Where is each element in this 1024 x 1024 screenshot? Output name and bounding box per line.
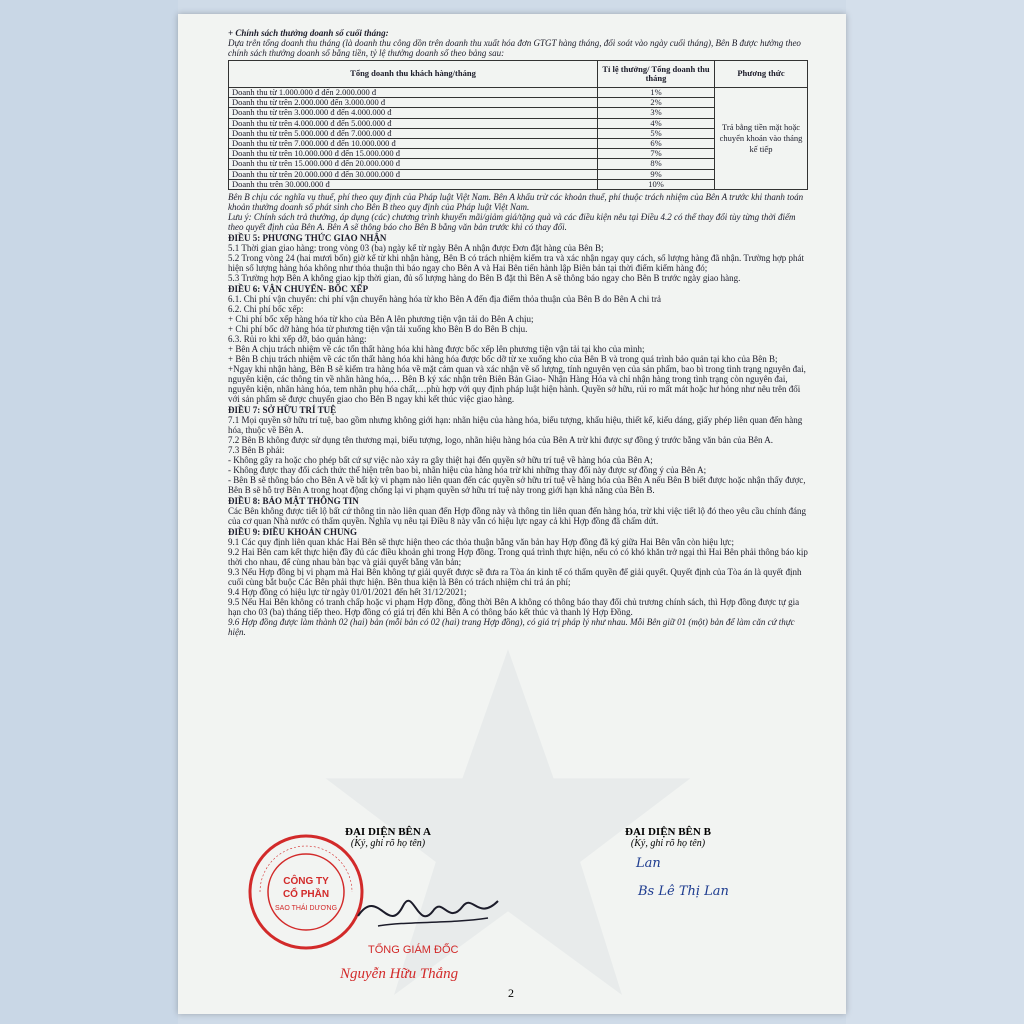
clause: + Chi phí bốc xếp hàng hóa từ kho của Bên A lên phương tiện vận tải do Bên A chịu;: [228, 314, 534, 325]
svg-text:CỔ PHẦN: CỔ PHẦN: [282, 889, 330, 900]
clause: - Không gây ra hoặc cho phép bất cứ sự việc nào xảy ra gây thiệt hại đến quyền sở hữu trí tuệ về hàng hóa của Bên A;: [228, 455, 653, 466]
revenue-range: Doanh thu từ trên 3.000.000 đ đến 4.000.000 đ: [229, 108, 598, 118]
revenue-range: Doanh thu trên 30.000.000 đ: [229, 179, 598, 189]
clause: 9.4 Hợp đồng có hiệu lực từ ngày 01/01/2021 đến hết 31/12/2021;: [228, 587, 467, 598]
revenue-range: Doanh thu từ trên 15.000.000 đ đến 20.000.000 đ: [229, 159, 598, 169]
clause: + Bên A chịu trách nhiệm về các tổn thất hàng hóa khi hàng được bốc xếp lên phương tiện vận tải tại kho của mình;: [228, 344, 645, 355]
clause: 6.3. Rủi ro khi xếp dỡ, bảo quản hàng:: [228, 334, 367, 345]
ceo-title: TỔNG GIÁM ĐỐC: [368, 944, 459, 956]
reward-rate: 6%: [598, 139, 715, 149]
payment-method: Trả bằng tiền mặt hoặc chuyển khoản vào tháng kế tiếp: [715, 88, 808, 190]
reward-rate: 3%: [598, 108, 715, 118]
background-right: [846, 0, 1024, 1024]
clause: 9.5 Nếu Hai Bên không có tranh chấp hoặc vi phạm Hợp đồng, đồng thời Bên A không có thông báo thay đổi chủ trương chính sách, thì Hợp đồng được tự gia hạn cho 03 (ba) tháng tiếp theo. Hợp đồng có giá trị đến khi Bên A có thông báo kết thúc và thanh lý Hợp Đồng.: [228, 597, 800, 618]
policy-heading: + Chính sách thưởng doanh số cuối tháng:: [228, 28, 389, 38]
clause: 9.1 Các quy định liên quan khác Hai Bên sẽ thực hiện theo các thỏa thuận bằng văn bản hay Hợp đồng đã ký giữa Hai Bên vẫn còn hiệu lực;: [228, 537, 735, 548]
party-b-signature: Lan: [636, 856, 661, 871]
clause: 7.1 Mọi quyền sở hữu trí tuệ, bao gồm nhưng không giới hạn: nhãn hiệu của hàng hóa, biểu tượng, khẩu hiệu, thiết kế, kiểu dáng, giấy phép liên quan đến hàng hóa, thuộc về Bên A.: [228, 415, 803, 436]
reward-rate: 8%: [598, 159, 715, 169]
reward-table: [228, 60, 808, 190]
col-header-rate: Tỉ lệ thưởng/ Tổng doanh thu tháng: [598, 61, 715, 88]
reward-rate: 9%: [598, 169, 715, 179]
revenue-range: Doanh thu từ trên 2.000.000 đến 3.000.000 đ: [229, 98, 598, 108]
clause: 5.3 Trường hợp Bên A không giao kịp thời gian, đủ số lượng hàng do Bên B đặt thì Bên A sẽ thông báo ngay cho Bên B trước ngày giao hàng.: [228, 273, 741, 284]
article-6-title: ĐIỀU 6: VẬN CHUYỂN- BỐC XẾP: [228, 284, 369, 295]
revenue-range: Doanh thu từ trên 5.000.000 đ đến 7.000.000 đ: [229, 128, 598, 138]
svg-text:CÔNG TY: CÔNG TY: [283, 876, 329, 887]
clause: 9.3 Nếu Hợp đồng bị vi phạm mà Hai Bên không tự giải quyết được sẽ đưa ra Tòa án kinh tế có thẩm quyền để giải quyết. Quyết định của Tòa án là quyết định cuối cùng bắt buộc Các Bên phải thực hiện. Bên thua kiện là Bên có trách nhiệm chi trả án phí;: [228, 567, 802, 588]
reward-rate: 10%: [598, 179, 715, 189]
revenue-range: Doanh thu từ trên 10.000.000 đ đến 15.000.000 đ: [229, 149, 598, 159]
clause: 9.6 Hợp đồng được làm thành 02 (hai) bản (mỗi bản có 02 (hai) trang Hợp đồng), có giá trị pháp lý như nhau. Mỗi Bên giữ 01 (một) bản để làm căn cứ thực hiện.: [228, 617, 795, 638]
clause: 6.1. Chi phí vận chuyển: chi phí vận chuyển hàng hóa từ kho Bên A đến địa điểm thỏa thuận của Bên B do Bên A chi trả: [228, 294, 662, 305]
party-b-title: ĐẠI DIỆN BÊN B: [625, 826, 711, 838]
clause: 6.2. Chi phí bốc xếp:: [228, 304, 304, 315]
article-5-title: ĐIỀU 5: PHƯƠNG THỨC GIAO NHẬN: [228, 233, 387, 244]
party-a-title: ĐẠI DIỆN BÊN A: [345, 826, 431, 838]
col-header-method: Phương thức: [715, 61, 808, 88]
clause: 5.2 Trong vòng 24 (hai mươi bốn) giờ kể từ khi nhận hàng, Bên B có trách nhiệm kiểm tra và xác nhận ngay quy cách, số lượng hàng đã nhận. Trường hợp phát hiện số lượng hàng hóa không như thỏa thuận thì báo ngay cho Bên A và Hai Bên tiến hành lập Biên bản tại thời điểm kiểm hàng đó;: [228, 253, 804, 274]
svg-text:SAO THÁI DƯƠNG: SAO THÁI DƯƠNG: [274, 905, 338, 912]
party-b-handwritten-name: Bs Lê Thị Lan: [638, 884, 729, 899]
clause: 7.3 Bên B phải:: [228, 445, 285, 456]
reward-table-header: [229, 61, 808, 88]
clause: - Không được thay đổi cách thức thể hiện trên bao bì, nhãn hiệu của hàng hóa trừ khi những thay đổi này được sự đồng ý của Bên A;: [228, 465, 707, 476]
revenue-range: Doanh thu từ trên 7.000.000 đ đến 10.000.000 đ: [229, 139, 598, 149]
reward-rate: 4%: [598, 118, 715, 128]
revenue-range: Doanh thu từ trên 4.000.000 đ đến 5.000.000 đ: [229, 118, 598, 128]
reward-rate: 1%: [598, 88, 715, 98]
ceo-signature: [348, 876, 508, 946]
contract-body: [228, 28, 808, 637]
article-8-title: ĐIỀU 8: BẢO MẬT THÔNG TIN: [228, 496, 359, 507]
contract-page: [178, 14, 846, 1014]
revenue-range: Doanh thu từ trên 20.000.000 đ đến 30.000.000 đ: [229, 169, 598, 179]
reward-rate: 2%: [598, 98, 715, 108]
note-paragraph: Lưu ý: Chính sách trả thưởng, áp dụng (các) chương trình khuyến mãi/giảm giá/tặng quà và các điều kiện nêu tại Điều 4.2 có thể thay đổi tùy từng thời điểm theo quyết định của Bên A. Bên A sẽ thông báo cho Bên B bằng văn bản trước khi có thay đổi.: [228, 212, 796, 233]
clause: 5.1 Thời gian giao hàng: trong vòng 03 (ba) ngày kể từ ngày Bên A nhận được Đơn đặt hàng của Bên B;: [228, 243, 604, 254]
policy-text: Dựa trên tổng doanh thu tháng (là doanh thu công dồn trên doanh thu xuất hóa đơn GTGT hàng tháng, đối soát vào ngày cuối tháng), Bên B được hưởng theo chính sách thưởng doanh số bằng tiền, tỷ lệ thưởng doanh số theo bảng sau:: [228, 38, 801, 58]
ceo-name: Nguyễn Hữu Thắng: [340, 966, 459, 982]
reward-rate: 5%: [598, 128, 715, 138]
clause: + Chi phí bốc dỡ hàng hóa từ phương tiện vận tải xuống kho Bên B do Bên B chịu.: [228, 324, 528, 335]
article-9-title: ĐIỀU 9: ĐIỀU KHOẢN CHUNG: [228, 527, 358, 538]
party-a-instruction: (Ký, ghi rõ họ tên): [350, 838, 426, 849]
clause: +Ngay khi nhận hàng, Bên B sẽ kiểm tra hàng hóa về mặt cảm quan và xác nhận về số lượng, tính nguyên vẹn của sản phẩm, bao bì trong tình trạng nguyên đai, nguyên kiện, các thông tin về nhãn hàng hóa,… Bên B ký xác nhận trên Biên Bản Giao- Nhận Hàng Hóa và chỉ nhận hàng trong tình trạng còn nguyên đai, nguyên kiện, nhãn hàng hóa, tem nhãn phụ hóa chất,…phù hợp với quy định pháp luật hiện hành. Quyền sở hữu, rủi ro mất mát hoặc hư hỏng như nêu trên đối với sản phẩm sẽ được chuyển giao cho Bên B ngay khi kết thúc việc giao hàng.: [228, 364, 806, 405]
reward-rate: 7%: [598, 149, 715, 159]
clause: 7.2 Bên B không được sử dụng tên thương mại, biểu tượng, logo, nhãn hiệu hàng hóa của Bên A trừ khi được sự đồng ý trước bằng văn bản của Bên A.: [228, 435, 773, 446]
party-b-instruction: (Ký, ghi rõ họ tên): [630, 838, 706, 849]
page-number: 2: [508, 986, 514, 1000]
clause: - Bên B sẽ thông báo cho Bên A về bất kỳ vi phạm nào liên quan đến các quyền sở hữu trí tuệ về hàng hóa của Bên A nếu Bên B biết được hoặc nhận thấy được, Bên B sẽ hỗ trợ Bên A trong hoạt động chống lại vi phạm quyền sở hữu trí tuệ này trong giới hạn khả năng của Bên B.: [228, 475, 806, 496]
revenue-range: Doanh thu từ 1.000.000 đ đến 2.000.000 đ: [229, 88, 598, 98]
clause: Các Bên không được tiết lộ bất cứ thông tin nào liên quan đến Hợp đồng này và thông tin liên quan đến hàng hóa, trừ khi việc tiết lộ đó theo yêu cầu chính đáng của cơ quan Nhà nước có thẩm quyền. Nghĩa vụ nêu tại Điều 8 này vẫn có hiệu lực ngay cả khi Hợp đồng đã chấm dứt.: [228, 506, 807, 527]
background-left: [0, 0, 178, 1024]
article-7-title: ĐIỀU 7: SỞ HỮU TRÍ TUỆ: [228, 405, 337, 416]
tax-paragraph: Bên B chịu các nghĩa vụ thuế, phí theo quy định của Pháp luật Việt Nam. Bên A khấu trừ các khoản thuế, phí thuộc trách nhiệm của Bên A trước khi thanh toán khoản thưởng doanh số phát sinh cho Bên B theo quy định của Pháp luật Việt Nam.: [228, 192, 804, 213]
party-b-signature-block: [578, 826, 758, 849]
clause: + Bên B chịu trách nhiệm về các tổn thất hàng hóa khi hàng hóa được bốc dỡ từ xe xuống kho của Bên B và trong quá trình bảo quản tại kho của Bên B;: [228, 354, 778, 365]
clause: 9.2 Hai Bên cam kết thực hiện đầy đủ các điều khoản ghi trong Hợp đồng. Trong quá trình thực hiện, nếu có có khó khăn trở ngại thì Hai Bên phải thông báo kịp thời cho nhau, để cùng nhau bàn bạc và giải quyết bằng văn bản;: [228, 547, 808, 568]
table-row: [229, 88, 808, 98]
col-header-revenue: Tổng doanh thu khách hàng/tháng: [229, 61, 598, 88]
